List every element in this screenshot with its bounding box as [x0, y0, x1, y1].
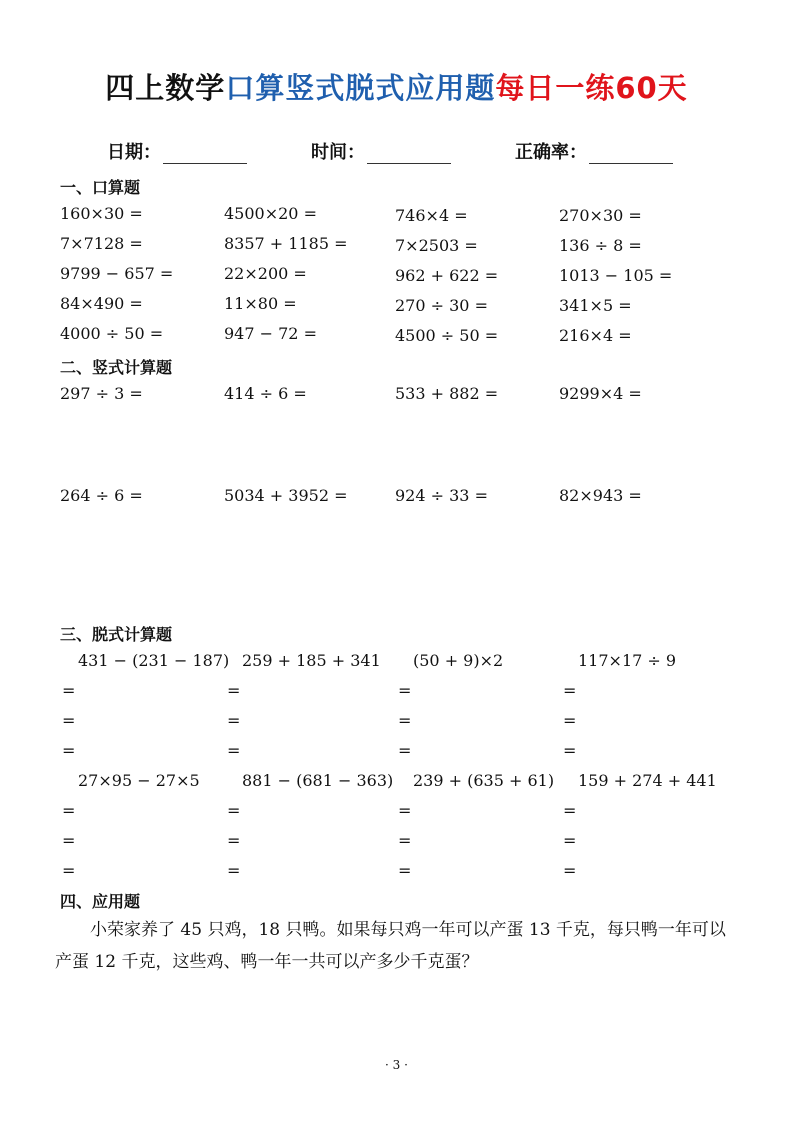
equals-line: = [62, 741, 76, 760]
equals-line: = [227, 861, 241, 880]
section-application-heading: 四、应用题 [60, 892, 141, 911]
oral-item: 270 ÷ 30 = [395, 296, 488, 315]
oral-item: 4500×20 = [224, 204, 317, 223]
stepwise-expression: (50 + 9)×2 [413, 651, 504, 670]
equals-line: = [563, 801, 577, 820]
vertical-item: 924 ÷ 33 = [395, 486, 488, 505]
equals-line: = [398, 831, 412, 850]
equals-line: = [227, 831, 241, 850]
equals-line: = [563, 831, 577, 850]
oral-item: 22×200 = [224, 264, 307, 283]
section-vertical-heading: 二、竖式计算题 [60, 358, 173, 377]
page-title [0, 66, 793, 107]
oral-item: 216×4 = [559, 326, 632, 345]
title-part-grade: 四上数学 [105, 71, 226, 105]
section-oral-heading: 一、口算题 [60, 178, 141, 197]
equals-line: = [563, 681, 577, 700]
equals-line: = [563, 711, 577, 730]
oral-item: 962 + 622 = [395, 266, 499, 285]
accuracy-blank[interactable] [589, 143, 673, 164]
oral-item: 341×5 = [559, 296, 632, 315]
equals-line: = [398, 861, 412, 880]
date-field [107, 138, 247, 164]
equals-line: = [227, 801, 241, 820]
equals-line: = [62, 681, 76, 700]
oral-item: 9799 − 657 = [60, 264, 174, 283]
stepwise-expression: 117×17 ÷ 9 [578, 651, 677, 670]
page-number: · 3 · [385, 1058, 408, 1072]
equals-line: = [398, 741, 412, 760]
equals-line: = [227, 741, 241, 760]
oral-item: 160×30 = [60, 204, 143, 223]
oral-item: 84×490 = [60, 294, 143, 313]
accuracy-field [515, 138, 673, 164]
oral-item: 746×4 = [395, 206, 468, 225]
vertical-item: 5034 + 3952 = [224, 486, 348, 505]
equals-line: = [62, 831, 76, 850]
application-problem-text: 小荣家养了 45 只鸡，18 只鸭。如果每只鸡一年可以产蛋 13 千克，每只鸭一年可以产蛋 12 千克，这些鸡、鸭一年一共可以产多少千克蛋？ [55, 920, 726, 972]
equals-line: = [62, 711, 76, 730]
title-part-daily: 每日一练60天 [495, 71, 688, 105]
stepwise-expression: 239 + (635 + 61) [413, 771, 555, 790]
date-blank[interactable] [163, 143, 247, 164]
stepwise-expression: 881 − (681 − 363) [242, 771, 394, 790]
title-part-topics: 口算竖式脱式应用题 [225, 71, 496, 105]
equals-line: = [227, 681, 241, 700]
stepwise-expression: 431 − (231 − 187) [78, 651, 230, 670]
stepwise-expression: 27×95 − 27×5 [78, 771, 200, 790]
equals-line: = [227, 711, 241, 730]
oral-item: 7×7128 = [60, 234, 143, 253]
time-blank[interactable] [367, 143, 451, 164]
oral-item: 947 − 72 = [224, 324, 317, 343]
equals-line: = [398, 801, 412, 820]
stepwise-expression: 159 + 274 + 441 [578, 771, 717, 790]
equals-line: = [563, 861, 577, 880]
time-label: 时间： [311, 142, 365, 163]
vertical-item: 9299×4 = [559, 384, 642, 403]
oral-item: 4000 ÷ 50 = [60, 324, 164, 343]
section-stepwise-heading: 三、脱式计算题 [60, 625, 173, 644]
vertical-item: 82×943 = [559, 486, 642, 505]
vertical-item: 533 + 882 = [395, 384, 499, 403]
equals-line: = [398, 711, 412, 730]
oral-item: 136 ÷ 8 = [559, 236, 642, 255]
vertical-item: 414 ÷ 6 = [224, 384, 307, 403]
equals-line: = [398, 681, 412, 700]
oral-item: 4500 ÷ 50 = [395, 326, 499, 345]
oral-item: 270×30 = [559, 206, 642, 225]
equals-line: = [62, 861, 76, 880]
accuracy-label: 正确率： [515, 142, 587, 163]
vertical-item: 264 ÷ 6 = [60, 486, 143, 505]
stepwise-expression: 259 + 185 + 341 [242, 651, 381, 670]
oral-item: 1013 − 105 = [559, 266, 673, 285]
time-field [311, 138, 451, 164]
vertical-item: 297 ÷ 3 = [60, 384, 143, 403]
equals-line: = [62, 801, 76, 820]
oral-item: 8357 + 1185 = [224, 234, 348, 253]
date-label: 日期： [107, 142, 161, 163]
oral-item: 11×80 = [224, 294, 297, 313]
oral-item: 7×2503 = [395, 236, 478, 255]
equals-line: = [563, 741, 577, 760]
